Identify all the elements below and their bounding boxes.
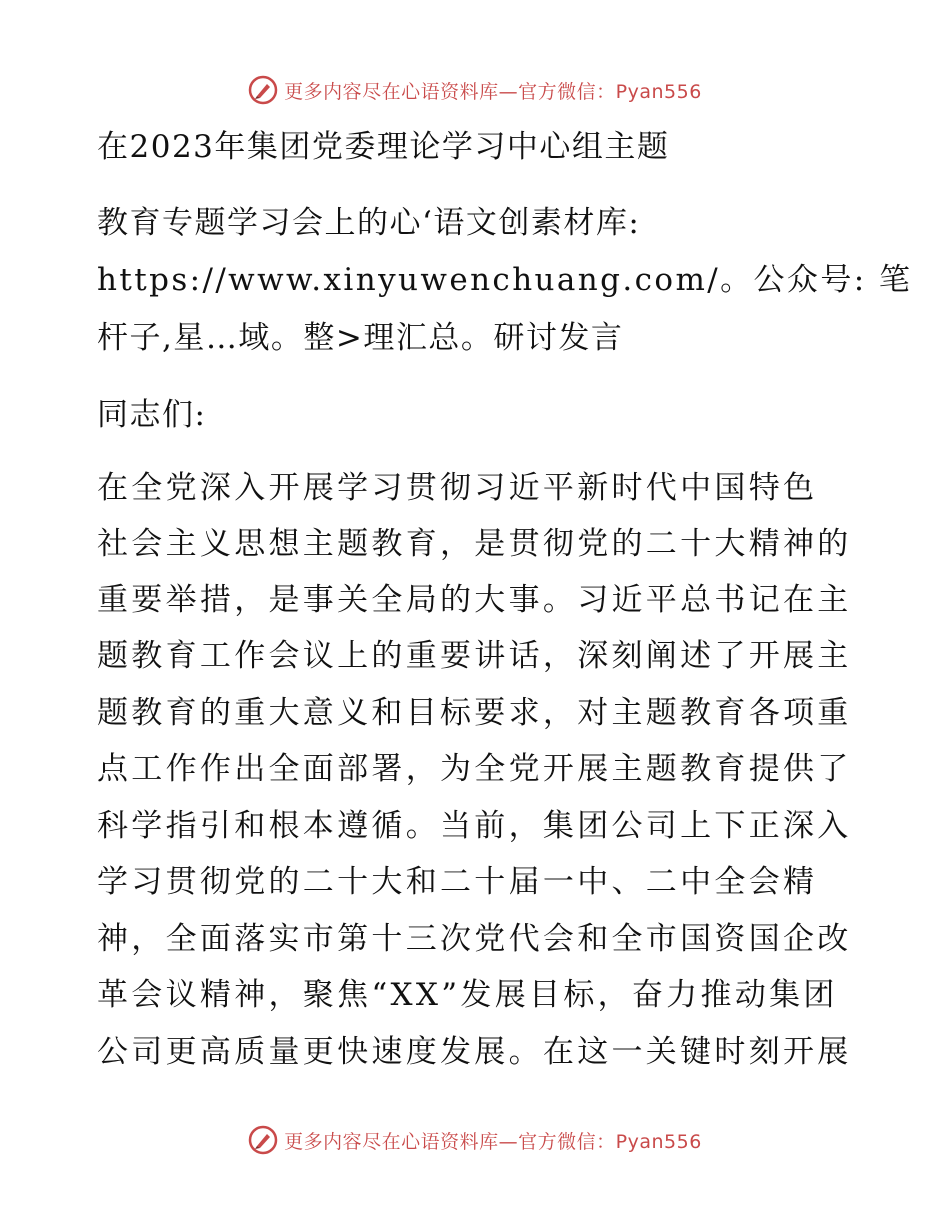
- watermark-text: 更多内容尽在心语资料库—官方微信：Pyan556: [284, 1130, 702, 1153]
- watermark-banner-bottom: [0, 1120, 950, 1160]
- salutation: 同志们:: [97, 397, 207, 433]
- body-line: 在全党深入开展学习贯彻习近平新时代中国特色: [97, 470, 818, 506]
- body-line: 神，全面落实市第十三次党代会和全市国资国企改: [97, 921, 852, 957]
- body-line: 科学指引和根本遵循。当前，集团公司上下正深入: [97, 808, 852, 844]
- watermark-banner-top: [0, 70, 950, 110]
- body-line: 社会主义思想主题教育，是贯彻党的二十大精神的: [97, 526, 852, 562]
- watermark-text: 更多内容尽在心语资料库—官方微信：Pyan556: [284, 80, 702, 103]
- body-line: 题教育工作会议上的重要讲话，深刻阐述了开展主: [97, 638, 852, 674]
- document-url-line: https://www.xinyuwenchuang.com/。公众号: 笔: [97, 262, 913, 298]
- logo-pen-icon: [248, 1125, 278, 1155]
- body-line: 公司更高质量更快速度发展。在这一关键时刻开展: [97, 1034, 852, 1070]
- document-subtitle-line: 杆子,星…域。整>理汇总。研讨发言: [97, 320, 624, 356]
- body-line: 革会议精神，聚焦“XX”发展目标，奋力推动集团: [97, 977, 838, 1013]
- document-title-line-2: 教育专题学习会上的心‘语文创素材库:: [97, 205, 641, 241]
- body-line: 重要举措，是事关全局的大事。习近平总书记在主: [97, 582, 852, 618]
- logo-pen-icon: [248, 75, 278, 105]
- document-title-line-1: 在2023年集团党委理论学习中心组主题: [97, 129, 670, 165]
- body-line: 题教育的重大意义和目标要求，对主题教育各项重: [97, 695, 852, 731]
- body-line: 点工作作出全面部署，为全党开展主题教育提供了: [97, 751, 852, 787]
- body-line: 学习贯彻党的二十大和二十届一中、二中全会精: [97, 864, 818, 900]
